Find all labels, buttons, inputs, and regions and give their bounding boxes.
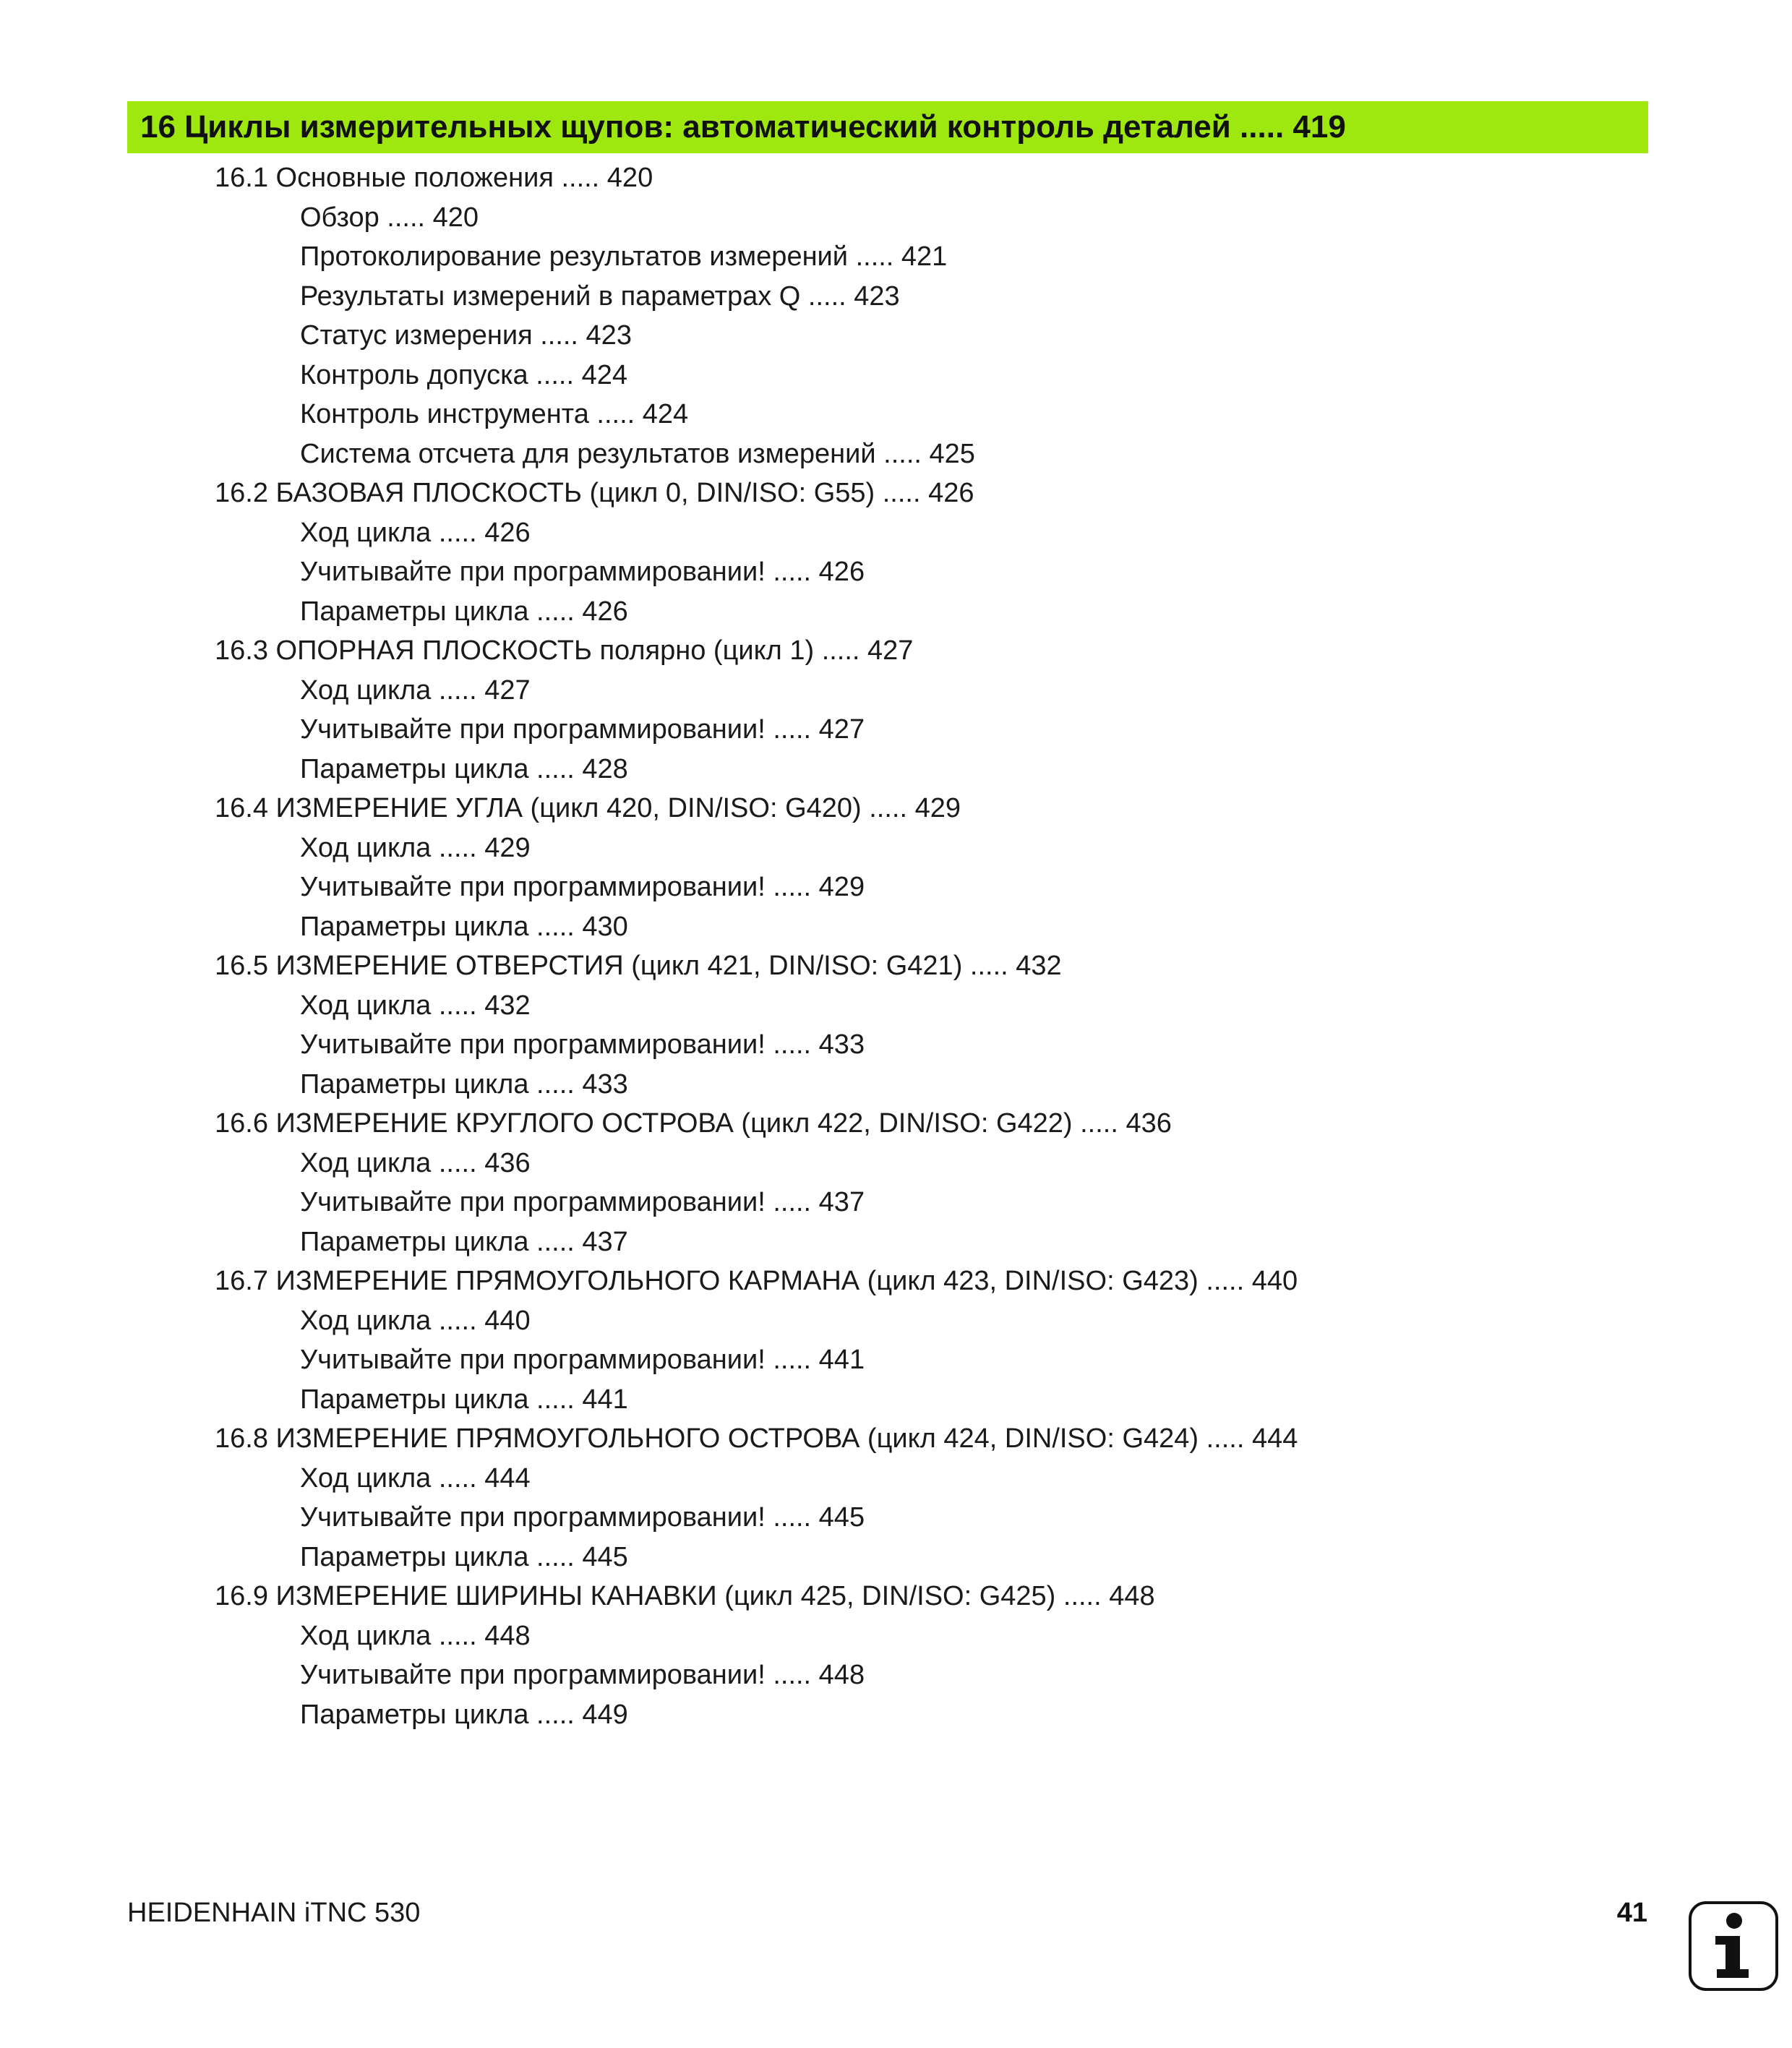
toc-subsection-entry[interactable]: Ход цикла ..... 426 xyxy=(300,517,531,548)
toc-subsection-entry[interactable]: Параметры цикла ..... 426 xyxy=(300,596,628,627)
toc-subsection-entry[interactable]: Ход цикла ..... 448 xyxy=(300,1620,531,1651)
toc-section-entry[interactable]: 16.6 ИЗМЕРЕНИЕ КРУГЛОГО ОСТРОВА (цикл 422, DIN/ISO: G422) ..... 436 xyxy=(215,1108,1172,1139)
toc-subsection-entry[interactable]: Параметры цикла ..... 433 xyxy=(300,1068,628,1100)
toc-subsection-entry[interactable]: Протоколирование результатов измерений ..... 421 xyxy=(300,241,948,272)
toc-subsection-entry[interactable]: Учитывайте при программировании! ..... 429 xyxy=(300,872,865,902)
chapter-title[interactable]: 16 Циклы измерительных щупов: автоматический контроль деталей ..... 419 xyxy=(140,109,1346,145)
toc-subsection-entry[interactable]: Учитывайте при программировании! ..... 433 xyxy=(300,1029,865,1060)
toc-subsection-entry[interactable]: Контроль допуска ..... 424 xyxy=(300,359,627,390)
toc-subsection-entry[interactable]: Учитывайте при программировании! ..... 426 xyxy=(300,557,865,587)
toc-subsection-entry[interactable]: Учитывайте при программировании! ..... 441 xyxy=(300,1345,865,1375)
toc-subsection-entry[interactable]: Ход цикла ..... 436 xyxy=(300,1147,531,1178)
toc-subsection-entry[interactable]: Параметры цикла ..... 430 xyxy=(300,911,628,942)
toc-subsection-entry[interactable]: Ход цикла ..... 432 xyxy=(300,990,531,1021)
toc-subsection-entry[interactable]: Параметры цикла ..... 441 xyxy=(300,1384,628,1415)
toc-subsection-entry[interactable]: Учитывайте при программировании! ..... 437 xyxy=(300,1187,865,1217)
toc-subsection-entry[interactable]: Параметры цикла ..... 445 xyxy=(300,1541,628,1572)
toc-subsection-entry[interactable]: Ход цикла ..... 429 xyxy=(300,832,531,863)
table-of-contents xyxy=(0,158,1792,1734)
toc-section-entry[interactable]: 16.9 ИЗМЕРЕНИЕ ШИРИНЫ КАНАВКИ (цикл 425, DIN/ISO: G425) ..... 448 xyxy=(215,1581,1155,1611)
toc-subsection-entry[interactable]: Параметры цикла ..... 449 xyxy=(300,1699,628,1730)
toc-section-entry[interactable]: 16.7 ИЗМЕРЕНИЕ ПРЯМОУГОЛЬНОГО КАРМАНА (цикл 423, DIN/ISO: G423) ..... 440 xyxy=(215,1266,1298,1296)
toc-subsection-entry[interactable]: Учитывайте при программировании! ..... 427 xyxy=(300,714,865,745)
toc-section-entry[interactable]: 16.8 ИЗМЕРЕНИЕ ПРЯМОУГОЛЬНОГО ОСТРОВА (цикл 424, DIN/ISO: G424) ..... 444 xyxy=(215,1423,1298,1454)
footer-product-name: HEIDENHAIN iTNC 530 xyxy=(127,1898,421,1928)
toc-subsection-entry[interactable]: Ход цикла ..... 427 xyxy=(300,674,531,706)
toc-section-entry[interactable]: 16.2 БАЗОВАЯ ПЛОСКОСТЬ (цикл 0, DIN/ISO: G55) ..... 426 xyxy=(215,478,974,508)
toc-section-entry[interactable]: 16.3 ОПОРНАЯ ПЛОСКОСТЬ полярно (цикл 1) ..... 427 xyxy=(215,635,914,666)
toc-subsection-entry[interactable]: Ход цикла ..... 440 xyxy=(300,1305,531,1336)
toc-subsection-entry[interactable]: Учитывайте при программировании! ..... 445 xyxy=(300,1502,865,1533)
toc-subsection-entry[interactable]: Статус измерения ..... 423 xyxy=(300,320,632,351)
toc-subsection-entry[interactable]: Ход цикла ..... 444 xyxy=(300,1462,531,1494)
toc-subsection-entry[interactable]: Параметры цикла ..... 428 xyxy=(300,753,628,784)
toc-section-entry[interactable]: 16.1 Основные положения ..... 420 xyxy=(215,163,653,193)
toc-subsection-entry[interactable]: Контроль инструмента ..... 424 xyxy=(300,399,689,429)
toc-subsection-entry[interactable]: Система отсчета для результатов измерений ..... 425 xyxy=(300,438,975,469)
toc-section-entry[interactable]: 16.4 ИЗМЕРЕНИЕ УГЛА (цикл 420, DIN/ISO: G420) ..... 429 xyxy=(215,793,961,823)
info-glyph xyxy=(1708,1911,1759,1981)
toc-subsection-entry[interactable]: Обзор ..... 420 xyxy=(300,202,479,233)
toc-subsection-entry[interactable]: Результаты измерений в параметрах Q ..... 423 xyxy=(300,280,900,312)
info-icon[interactable] xyxy=(1689,1901,1778,1991)
toc-subsection-entry[interactable]: Параметры цикла ..... 437 xyxy=(300,1226,628,1257)
toc-section-entry[interactable]: 16.5 ИЗМЕРЕНИЕ ОТВЕРСТИЯ (цикл 421, DIN/ISO: G421) ..... 432 xyxy=(215,951,1062,981)
chapter-heading-bar xyxy=(127,101,1648,153)
page-number: 41 xyxy=(1616,1898,1647,1928)
toc-subsection-entry[interactable]: Учитывайте при программировании! ..... 448 xyxy=(300,1660,865,1690)
